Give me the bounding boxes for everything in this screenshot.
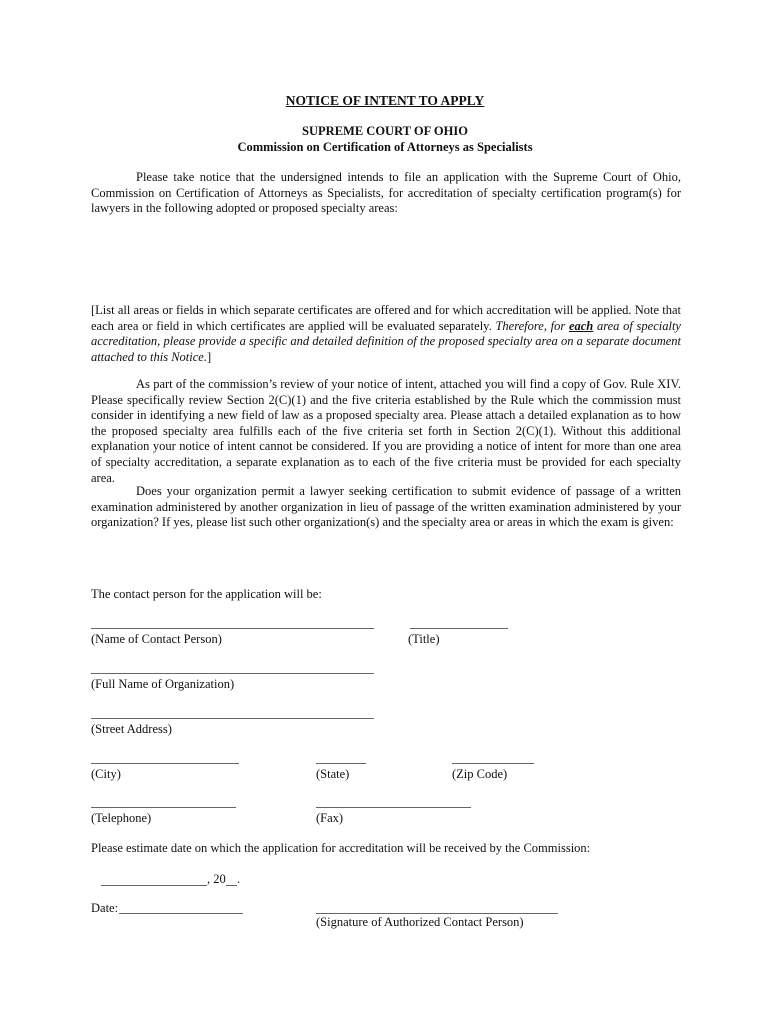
street-label: (Street Address): [91, 722, 172, 736]
year-digits-line[interactable]: [226, 885, 237, 886]
telephone-label: (Telephone): [91, 811, 152, 825]
title-label: (Title): [408, 632, 440, 646]
city-label: (City): [91, 767, 121, 781]
zip-label: (Zip Code): [452, 767, 508, 781]
court-name: SUPREME COURT OF OHIO: [302, 124, 468, 138]
exam-text: Does your organization permit a lawyer seeking certification to submit evidence of passage of a written examination administered by another organization in lieu of passage of the written examination administered by your organization? If yes, please list such other organization(s) and the specialty area or areas in which the exam is given:: [91, 484, 681, 530]
telephone-field-line[interactable]: [91, 807, 236, 808]
name-label: (Name of Contact Person): [91, 632, 222, 646]
year-end: .: [237, 872, 241, 886]
zip-field-line[interactable]: [452, 763, 534, 764]
state-label: (State): [316, 767, 350, 781]
title-field-line[interactable]: [410, 628, 508, 629]
estimate-date-line[interactable]: [101, 885, 207, 886]
commission-name: Commission on Certification of Attorneys as Specialists: [237, 140, 533, 154]
intro-text: Please take notice that the undersigned intends to file an application with the Supreme Court of Ohio, Commission on Certification of Attorneys as Specialists, for accreditation of specialty certification program(s) for lawyers in the following adopted or proposed specialty areas:: [91, 170, 681, 216]
review-paragraph: [91, 377, 681, 486]
list-note-close: ]: [206, 349, 212, 364]
organization-label: (Full Name of Organization): [91, 677, 235, 691]
year-prefix: , 20: [207, 872, 226, 886]
list-note-italic-1: Therefore, for: [495, 318, 569, 333]
fax-label: (Fax): [316, 811, 344, 825]
intro-paragraph: [91, 170, 681, 217]
review-text: As part of the commission’s review of your notice of intent, attached you will find a copy of Gov. Rule XIV. Please specifically review Section 2(C)(1) and the five criteria established by the Rule which the commission must consider in identifying a new field of law as a proposed specialty area. Please attach a detailed explanation as to how the proposed specialty area fulfills each of the five criteria set forth in Section 2(C)(1). Without this additional explanation your notice of intent cannot be considered. If you are providing a notice of intent for more than one area of specialty accreditation, a separate explanation as to each of the five criteria must be provided for each specialty area.: [91, 377, 681, 485]
contact-intro: The contact person for the application will be:: [91, 587, 322, 601]
date-field-line[interactable]: [119, 913, 243, 914]
organization-field-line[interactable]: [91, 673, 374, 674]
estimate-text: Please estimate date on which the application for accreditation will be received by the Commission:: [91, 841, 591, 855]
list-note-text: [List all areas or fields in which separate certificates are offered and for which accreditation will be applied. Note that each area or field in which certificates are applied will be evaluated separately.: [91, 303, 681, 333]
list-note-paragraph: [91, 303, 681, 365]
signature-label: (Signature of Authorized Contact Person): [316, 915, 524, 929]
street-field-line[interactable]: [91, 718, 374, 719]
city-field-line[interactable]: [91, 763, 239, 764]
list-note-each: each: [568, 318, 594, 333]
name-field-line[interactable]: [91, 628, 374, 629]
signature-field-line[interactable]: [316, 913, 558, 914]
state-field-line[interactable]: [316, 763, 366, 764]
date-label: Date:: [91, 901, 119, 915]
exam-paragraph: [91, 484, 681, 531]
fax-field-line[interactable]: [316, 807, 471, 808]
list-note-italic-2: area of specialty accreditation, please provide a specific and detailed definition of the proposed specialty area on a separate document attached to this Notice.: [91, 318, 681, 364]
document-title: NOTICE OF INTENT TO APPLY: [285, 93, 485, 108]
